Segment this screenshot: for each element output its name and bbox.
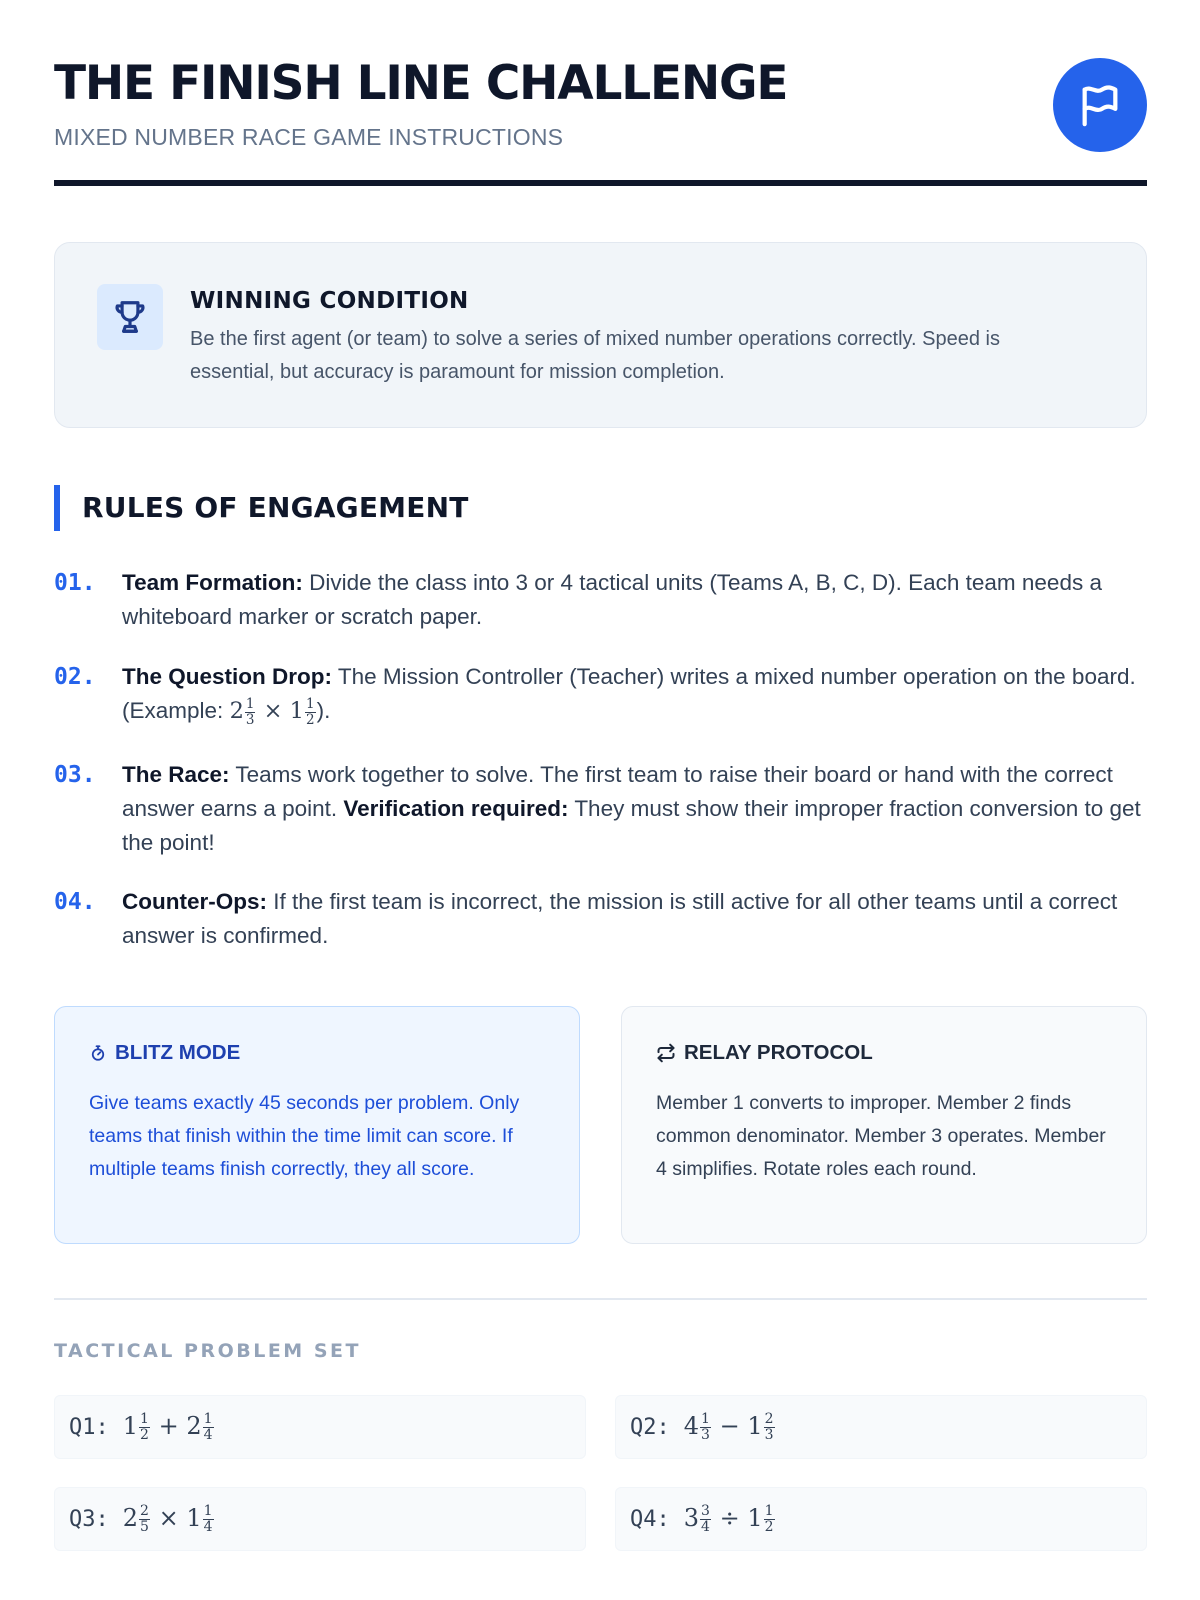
repeat-icon	[656, 1043, 676, 1063]
problem-id: Q3:	[69, 1506, 109, 1532]
problem-card	[54, 1487, 586, 1551]
winning-condition-text: Be the first agent (or team) to solve a series of mixed number operations correctly. Speed is essential, but accuracy is paramount for mission completion.	[190, 328, 1000, 383]
page-title: THE FINISH LINE CHALLENGE	[54, 56, 788, 111]
problem-id: Q4:	[630, 1506, 670, 1532]
page-subtitle: MIXED NUMBER RACE GAME INSTRUCTIONS	[54, 124, 564, 150]
relay-protocol-text: Member 1 converts to improper. Member 2 finds common denominator. Member 3 operates. Member 4 simplifies. Rotate roles each round.	[656, 1092, 1106, 1180]
winning-condition-card	[54, 242, 1147, 428]
problem-expression: 2 $\frac{2}{5}$ × 1 $\frac{1}{4}$	[122, 1502, 213, 1535]
rules-heading: RULES OF ENGAGEMENT	[54, 485, 469, 531]
rule-number: 03.	[54, 762, 96, 788]
trophy-icon	[111, 298, 149, 336]
stopwatch-icon	[89, 1044, 107, 1062]
winning-condition-title: WINNING CONDITION	[190, 288, 469, 314]
rule-label: The Question Drop:	[122, 664, 332, 689]
rule-description: The Mission Controller (Teacher) writes a mixed number operation on the board. (Example:	[122, 664, 1136, 723]
problem-card	[54, 1395, 586, 1459]
rule-description: Divide the class into 3 or 4 tactical units (Teams A, B, C, D). Each team needs a whiteboard marker or scratch paper.	[122, 570, 1102, 629]
problem-card	[615, 1487, 1147, 1551]
rule-text	[122, 885, 1147, 953]
trophy-badge	[97, 284, 163, 350]
rule-text: The Question Drop: The Mission Controller (Teacher) writes a mixed number operation on the board. (Example: 2 $\frac{1}{3}$ × 1 $\frac{1}{2}$ ).	[122, 664, 1136, 728]
flag-badge	[1053, 58, 1147, 152]
rule-number: 04.	[54, 889, 96, 915]
rule-label: Counter-Ops:	[122, 889, 267, 914]
rule-text	[122, 758, 1147, 860]
section-divider	[54, 1298, 1147, 1300]
rule-label: Team Formation:	[122, 570, 303, 595]
problem-card	[615, 1395, 1147, 1459]
blitz-mode-title-row	[89, 1041, 240, 1065]
example-expression: 2 $\frac{1}{3}$ × 1 $\frac{1}{2}$	[229, 696, 315, 728]
rule-number: 02.	[54, 664, 96, 690]
relay-protocol-title: RELAY PROTOCOL	[684, 1041, 873, 1064]
page	[54, 0, 1147, 1600]
rule-label-verification: Verification required:	[343, 796, 569, 821]
problem-id: Q1:	[69, 1414, 109, 1440]
header-divider	[54, 180, 1147, 186]
problem-id: Q2:	[630, 1414, 670, 1440]
rule-description: Teams work together to solve. The first team to raise their board or hand with the correct answer earns a point.	[122, 762, 1113, 821]
header	[54, 54, 1147, 186]
problem-set-label: TACTICAL PROBLEM SET	[54, 1340, 361, 1362]
flag-icon	[1077, 82, 1123, 128]
blitz-mode-title: BLITZ MODE	[115, 1041, 241, 1064]
problem-expression: 4 $\frac{1}{3}$ − 1 $\frac{2}{3}$	[683, 1410, 774, 1443]
blitz-mode-card	[54, 1006, 580, 1244]
blitz-mode-text: Give teams exactly 45 seconds per problem. Only teams that finish within the time limit can score. If multiple teams finish correctly, they all score.	[89, 1092, 520, 1180]
problem-expression: 3 $\frac{3}{4}$ ÷ 1 $\frac{1}{2}$	[683, 1502, 774, 1535]
problem-expression: 1 $\frac{1}{2}$ + 2 $\frac{1}{4}$	[122, 1410, 213, 1443]
rule-number: 01.	[54, 570, 96, 596]
rule-description-verification: They must show their improper fraction conversion to get the point!	[122, 796, 1141, 855]
rule-label: The Race:	[122, 762, 230, 787]
relay-protocol-card	[621, 1006, 1147, 1244]
rule-text	[122, 566, 1147, 634]
relay-protocol-title-row	[656, 1041, 873, 1065]
rule-description: If the first team is incorrect, the mission is still active for all other teams until a correct answer is confirmed.	[122, 889, 1118, 948]
